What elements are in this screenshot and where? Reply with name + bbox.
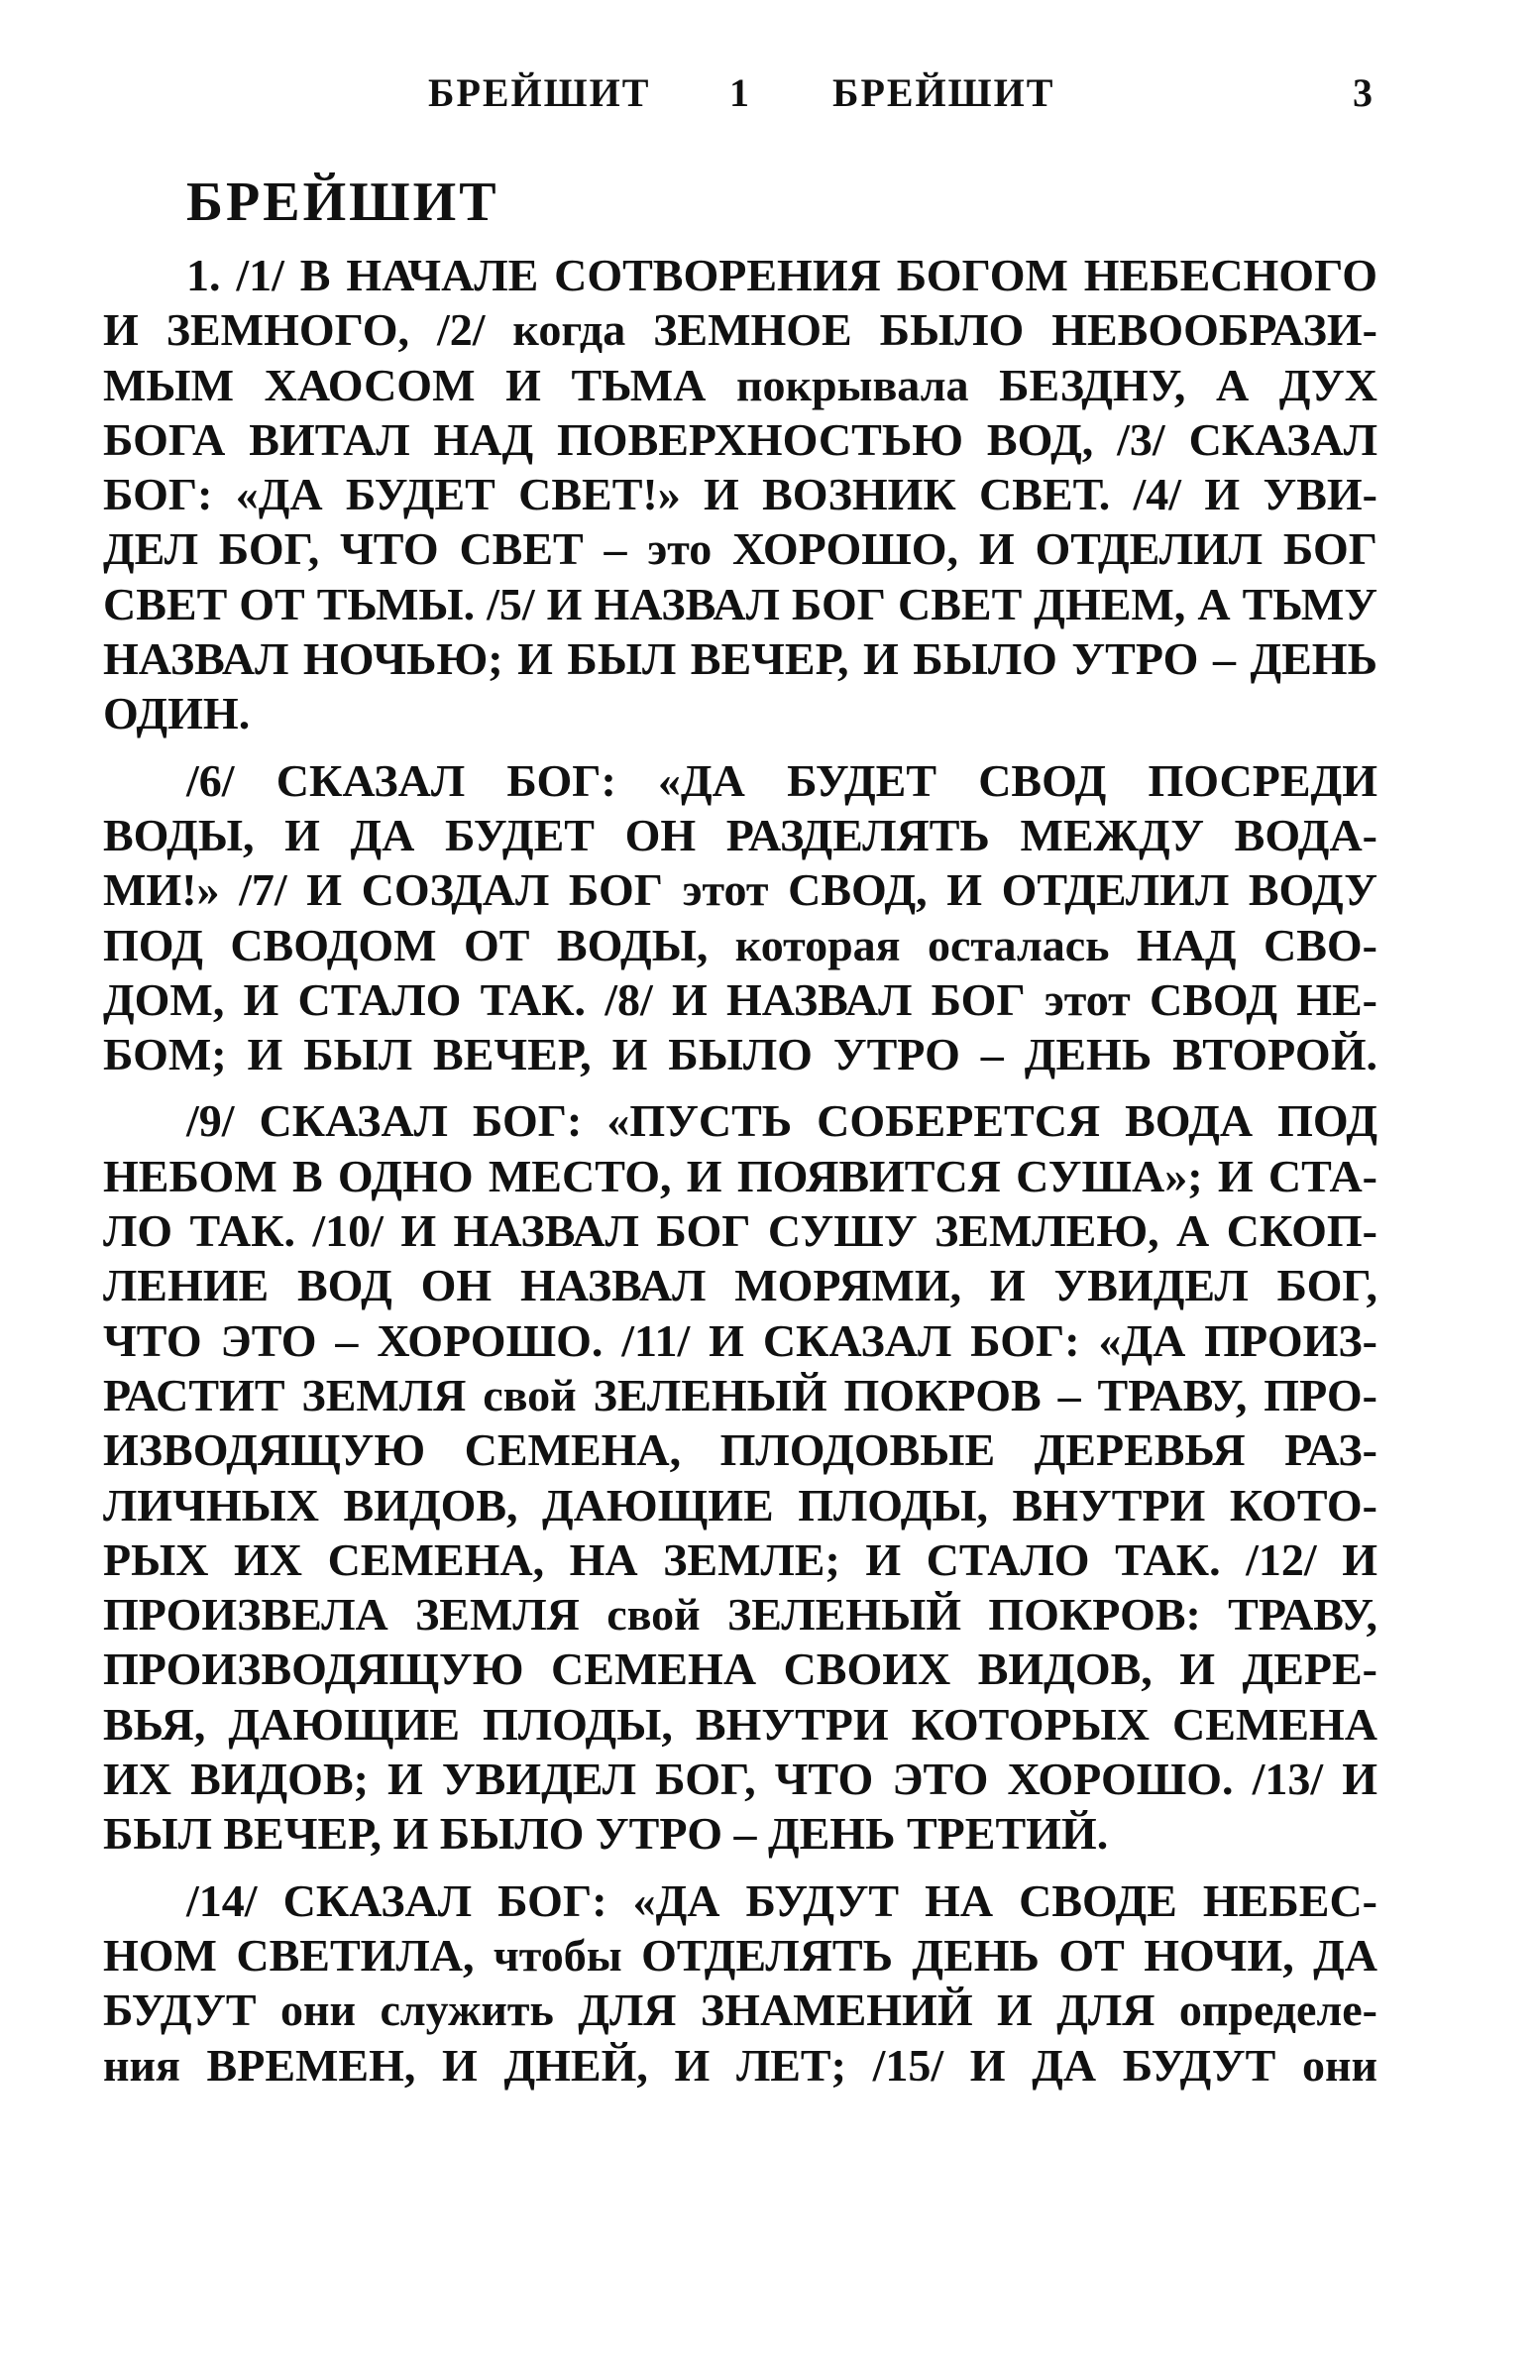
text-line: ДЕЛ БОГ, ЧТО СВЕТ – это ХОРОШО, И ОТДЕЛИЛ БОГ bbox=[103, 523, 1377, 575]
text-line: /14/ СКАЗАЛ БОГ: «ДА БУДУТ НА СВОДЕ НЕБЕС- bbox=[186, 1874, 1377, 1926]
text-line: ЛО ТАК. /10/ И НАЗВАЛ БОГ СУШУ ЗЕМЛЕЮ, А СКОП- bbox=[103, 1205, 1377, 1257]
book-title: БРЕЙШИТ bbox=[186, 171, 499, 233]
text-line: ДОМ, И СТАЛО ТАК. /8/ И НАЗВАЛ БОГ этот СВОД НЕ- bbox=[103, 973, 1377, 1025]
paragraph bbox=[103, 1873, 1377, 2093]
text-line: БОМ; И БЫЛ ВЕЧЕР, И БЫЛО УТРО – ДЕНЬ ВТОРОЙ. bbox=[103, 1029, 1377, 1080]
page-number: 3 bbox=[1353, 70, 1375, 115]
text-line: 1. /1/ В НАЧАЛЕ СОТВОРЕНИЯ БОГОМ НЕБЕСНОГО bbox=[186, 250, 1377, 300]
text-line: СВЕТ ОТ ТЬМЫ. /5/ И НАЗВАЛ БОГ СВЕТ ДНЕМ, А ТЬМУ bbox=[103, 578, 1377, 629]
text-line: БОГА ВИТАЛ НАД ПОВЕРХНОСТЬЮ ВОД, /3/ СКАЗАЛ bbox=[103, 413, 1377, 465]
text-line: НЕБОМ В ОДНО МЕСТО, И ПОЯВИТСЯ СУША»; И СТА- bbox=[103, 1150, 1377, 1201]
text-line: /9/ СКАЗАЛ БОГ: «ПУСТЬ СОБЕРЕТСЯ ВОДА ПОД bbox=[186, 1095, 1377, 1147]
text-line: ния ВРЕМЕН, И ДНЕЙ, И ЛЕТ; /15/ И ДА БУДУТ они bbox=[103, 2039, 1377, 2091]
running-header bbox=[0, 69, 1540, 129]
header-left-title: БРЕЙШИТ bbox=[428, 70, 651, 115]
header-right-title: БРЕЙШИТ bbox=[832, 70, 1055, 115]
text-line: ЧТО ЭТО – ХОРОШО. /11/ И СКАЗАЛ БОГ: «ДА ПРОИЗ- bbox=[103, 1314, 1377, 1366]
paragraph bbox=[103, 753, 1377, 1082]
text-line: ЛИЧНЫХ ВИДОВ, ДАЮЩИЕ ПЛОДЫ, ВНУТРИ КОТО- bbox=[103, 1479, 1377, 1530]
text-line: БОГ: «ДА БУДЕТ СВЕТ!» И ВОЗНИК СВЕТ. /4/ И УВИ- bbox=[103, 469, 1377, 520]
text-line: /6/ СКАЗАЛ БОГ: «ДА БУДЕТ СВОД ПОСРЕДИ bbox=[186, 754, 1377, 806]
text-line: МЫМ ХАОСОМ И ТЬМА покрывала БЕЗДНУ, А ДУХ bbox=[103, 359, 1377, 410]
text-line: ВЬЯ, ДАЮЩИЕ ПЛОДЫ, ВНУТРИ КОТОРЫХ СЕМЕНА bbox=[103, 1698, 1377, 1750]
text-line: ПОД СВОДОМ ОТ ВОДЫ, которая осталась НАД СВО- bbox=[103, 919, 1377, 970]
text-line: ИХ ВИДОВ; И УВИДЕЛ БОГ, ЧТО ЭТО ХОРОШО. /13/ И bbox=[103, 1754, 1377, 1805]
text-line: БУДУТ они служить ДЛЯ ЗНАМЕНИЙ И ДЛЯ определе- bbox=[103, 1984, 1377, 2036]
text-line: РАСТИТ ЗЕМЛЯ свой ЗЕЛЕНЫЙ ПОКРОВ – ТРАВУ, ПРО- bbox=[103, 1369, 1377, 1420]
text-line: ВОДЫ, И ДА БУДЕТ ОН РАЗДЕЛЯТЬ МЕЖДУ ВОДА- bbox=[103, 809, 1377, 860]
paragraph bbox=[103, 1093, 1377, 1861]
text-line: МИ!» /7/ И СОЗДАЛ БОГ этот СВОД, И ОТДЕЛИЛ ВОДУ bbox=[103, 864, 1377, 916]
text-line: ПРОИЗВЕЛА ЗЕМЛЯ свой ЗЕЛЕНЫЙ ПОКРОВ: ТРАВУ, bbox=[103, 1589, 1377, 1641]
text-line: НАЗВАЛ НОЧЬЮ; И БЫЛ ВЕЧЕР, И БЫЛО УТРО – ДЕНЬ bbox=[103, 633, 1377, 685]
text-line: ИЗВОДЯЩУЮ СЕМЕНА, ПЛОДОВЫЕ ДЕРЕВЬЯ РАЗ- bbox=[103, 1424, 1377, 1476]
paragraph bbox=[103, 248, 1377, 741]
body-text bbox=[103, 248, 1377, 2093]
text-line: РЫХ ИХ СЕМЕНА, НА ЗЕМЛЕ; И СТАЛО ТАК. /12/ И bbox=[103, 1533, 1377, 1585]
text-line: ОДИН. bbox=[103, 688, 251, 739]
text-line: И ЗЕМНОГО, /2/ когда ЗЕМНОЕ БЫЛО НЕВООБРАЗИ- bbox=[103, 304, 1377, 356]
text-line: ПРОИЗВОДЯЩУЮ СЕМЕНА СВОИХ ВИДОВ, И ДЕРЕ- bbox=[103, 1643, 1377, 1695]
text-line: НОМ СВЕТИЛА, чтобы ОТДЕЛЯТЬ ДЕНЬ ОТ НОЧИ, ДА bbox=[103, 1929, 1377, 1981]
header-chapter-number: 1 bbox=[729, 70, 751, 115]
text-line: БЫЛ ВЕЧЕР, И БЫЛО УТРО – ДЕНЬ ТРЕТИЙ. bbox=[103, 1808, 1109, 1860]
text-line: ЛЕНИЕ ВОД ОН НАЗВАЛ МОРЯМИ, И УВИДЕЛ БОГ, bbox=[103, 1260, 1377, 1311]
